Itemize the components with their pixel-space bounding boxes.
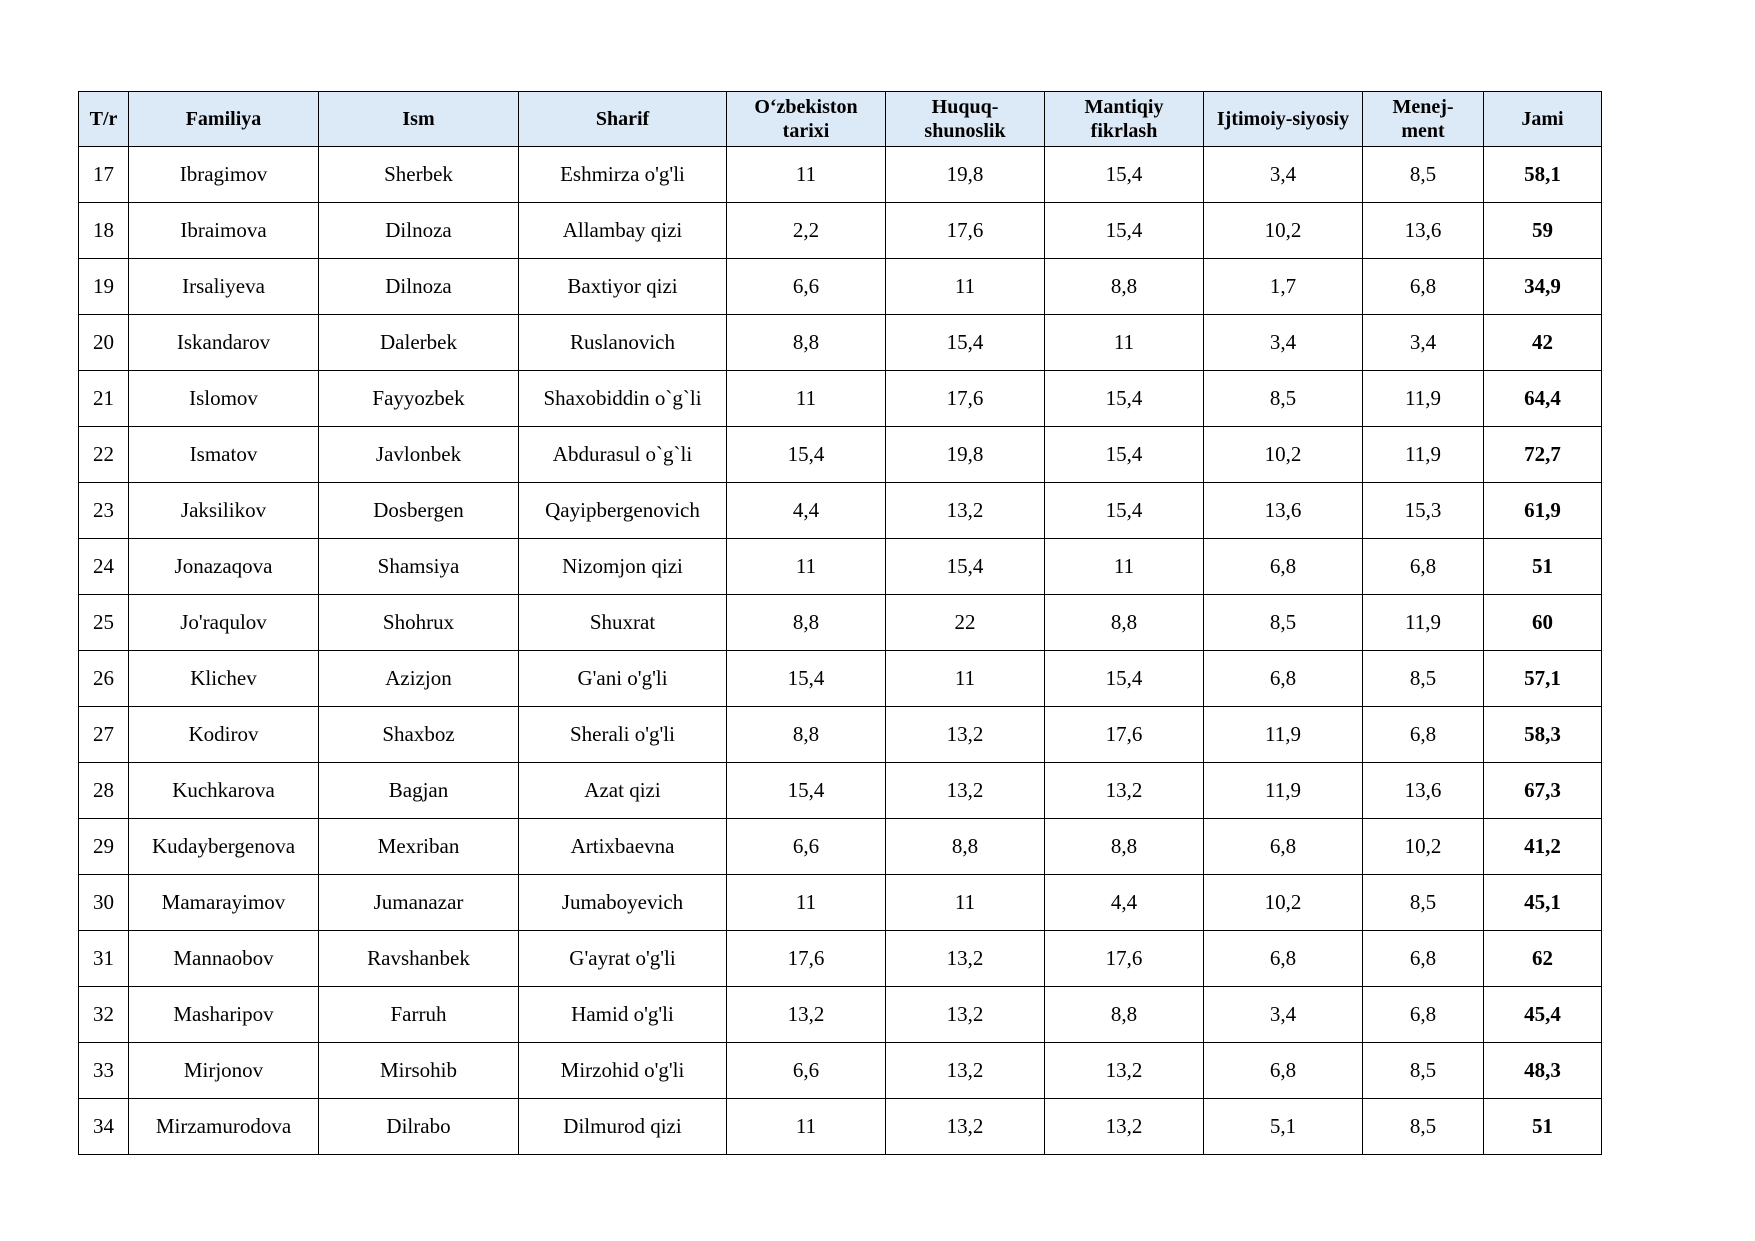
cell-law-score: 17,6 bbox=[886, 203, 1045, 259]
table-row bbox=[79, 315, 1602, 371]
cell-total-score: 34,9 bbox=[1484, 259, 1602, 315]
cell-surname: Kudaybergenova bbox=[129, 819, 319, 875]
cell-total-score: 45,1 bbox=[1484, 875, 1602, 931]
cell-logic-score: 8,8 bbox=[1045, 259, 1204, 315]
cell-surname: Ibraimova bbox=[129, 203, 319, 259]
cell-surname: Jonazaqova bbox=[129, 539, 319, 595]
cell-management-score: 8,5 bbox=[1363, 651, 1484, 707]
cell-history-score: 11 bbox=[727, 1099, 886, 1155]
cell-patronymic: Shaxobiddin o`g`li bbox=[519, 371, 727, 427]
cell-number: 18 bbox=[79, 203, 129, 259]
cell-surname: Klichev bbox=[129, 651, 319, 707]
cell-name: Bagjan bbox=[319, 763, 519, 819]
cell-history-score: 8,8 bbox=[727, 707, 886, 763]
cell-surname: Jo'raqulov bbox=[129, 595, 319, 651]
cell-socio-political-score: 8,5 bbox=[1204, 595, 1363, 651]
cell-management-score: 6,8 bbox=[1363, 931, 1484, 987]
cell-logic-score: 15,4 bbox=[1045, 203, 1204, 259]
header-row bbox=[79, 92, 1602, 147]
cell-name: Dilrabo bbox=[319, 1099, 519, 1155]
cell-law-score: 13,2 bbox=[886, 1099, 1045, 1155]
cell-number: 29 bbox=[79, 819, 129, 875]
cell-surname: Kodirov bbox=[129, 707, 319, 763]
cell-name: Azizjon bbox=[319, 651, 519, 707]
cell-patronymic: Azat qizi bbox=[519, 763, 727, 819]
header-logic-label-line1: Mantiqiy bbox=[1084, 96, 1164, 118]
cell-logic-score: 15,4 bbox=[1045, 427, 1204, 483]
header-logic bbox=[1045, 92, 1204, 147]
cell-name: Shohrux bbox=[319, 595, 519, 651]
cell-number: 28 bbox=[79, 763, 129, 819]
cell-total-score: 62 bbox=[1484, 931, 1602, 987]
cell-management-score: 15,3 bbox=[1363, 483, 1484, 539]
cell-name: Dilnoza bbox=[319, 259, 519, 315]
cell-logic-score: 13,2 bbox=[1045, 763, 1204, 819]
cell-law-score: 11 bbox=[886, 259, 1045, 315]
header-number-label: T/r bbox=[89, 108, 118, 130]
cell-patronymic: Ruslanovich bbox=[519, 315, 727, 371]
cell-number: 17 bbox=[79, 147, 129, 203]
cell-law-score: 13,2 bbox=[886, 483, 1045, 539]
cell-surname: Jaksilikov bbox=[129, 483, 319, 539]
table-row bbox=[79, 203, 1602, 259]
table-row bbox=[79, 371, 1602, 427]
header-total bbox=[1484, 92, 1602, 147]
cell-patronymic: G'ani o'g'li bbox=[519, 651, 727, 707]
cell-total-score: 59 bbox=[1484, 203, 1602, 259]
cell-number: 31 bbox=[79, 931, 129, 987]
cell-socio-political-score: 3,4 bbox=[1204, 987, 1363, 1043]
cell-name: Sherbek bbox=[319, 147, 519, 203]
header-total-label: Jami bbox=[1521, 108, 1564, 130]
header-name-label: Ism bbox=[402, 108, 435, 130]
cell-logic-score: 13,2 bbox=[1045, 1043, 1204, 1099]
cell-history-score: 4,4 bbox=[727, 483, 886, 539]
cell-socio-political-score: 3,4 bbox=[1204, 315, 1363, 371]
header-management-label-line1: Menej- bbox=[1392, 96, 1454, 118]
header-patronymic bbox=[519, 92, 727, 147]
table-row bbox=[79, 147, 1602, 203]
cell-history-score: 6,6 bbox=[727, 1043, 886, 1099]
cell-socio-political-score: 5,1 bbox=[1204, 1099, 1363, 1155]
cell-name: Dalerbek bbox=[319, 315, 519, 371]
cell-patronymic: Artixbaevna bbox=[519, 819, 727, 875]
table-row bbox=[79, 763, 1602, 819]
cell-law-score: 22 bbox=[886, 595, 1045, 651]
cell-patronymic: Sherali o'g'li bbox=[519, 707, 727, 763]
cell-law-score: 11 bbox=[886, 651, 1045, 707]
header-history-label-line1: O‘zbekiston bbox=[754, 96, 858, 118]
cell-name: Dilnoza bbox=[319, 203, 519, 259]
cell-patronymic: Qayipbergenovich bbox=[519, 483, 727, 539]
cell-history-score: 2,2 bbox=[727, 203, 886, 259]
cell-surname: Irsaliyeva bbox=[129, 259, 319, 315]
cell-law-score: 13,2 bbox=[886, 987, 1045, 1043]
cell-history-score: 17,6 bbox=[727, 931, 886, 987]
cell-number: 21 bbox=[79, 371, 129, 427]
cell-law-score: 8,8 bbox=[886, 819, 1045, 875]
table-row bbox=[79, 875, 1602, 931]
cell-law-score: 13,2 bbox=[886, 763, 1045, 819]
results-table bbox=[78, 91, 1602, 1155]
cell-surname: Mirjonov bbox=[129, 1043, 319, 1099]
cell-management-score: 6,8 bbox=[1363, 539, 1484, 595]
cell-surname: Kuchkarova bbox=[129, 763, 319, 819]
cell-name: Fayyozbek bbox=[319, 371, 519, 427]
cell-patronymic: Jumaboyevich bbox=[519, 875, 727, 931]
cell-total-score: 58,3 bbox=[1484, 707, 1602, 763]
cell-management-score: 6,8 bbox=[1363, 707, 1484, 763]
cell-socio-political-score: 6,8 bbox=[1204, 539, 1363, 595]
header-law-label-line2: shunoslik bbox=[924, 120, 1006, 142]
cell-surname: Islomov bbox=[129, 371, 319, 427]
cell-socio-political-score: 6,8 bbox=[1204, 819, 1363, 875]
cell-logic-score: 15,4 bbox=[1045, 371, 1204, 427]
cell-law-score: 17,6 bbox=[886, 371, 1045, 427]
cell-logic-score: 8,8 bbox=[1045, 819, 1204, 875]
cell-total-score: 64,4 bbox=[1484, 371, 1602, 427]
cell-total-score: 51 bbox=[1484, 539, 1602, 595]
cell-number: 32 bbox=[79, 987, 129, 1043]
cell-logic-score: 11 bbox=[1045, 539, 1204, 595]
table-row bbox=[79, 707, 1602, 763]
cell-history-score: 11 bbox=[727, 371, 886, 427]
cell-surname: Iskandarov bbox=[129, 315, 319, 371]
cell-law-score: 19,8 bbox=[886, 147, 1045, 203]
cell-history-score: 8,8 bbox=[727, 315, 886, 371]
cell-history-score: 6,6 bbox=[727, 259, 886, 315]
cell-management-score: 11,9 bbox=[1363, 427, 1484, 483]
cell-history-score: 15,4 bbox=[727, 763, 886, 819]
cell-history-score: 15,4 bbox=[727, 427, 886, 483]
cell-number: 27 bbox=[79, 707, 129, 763]
cell-socio-political-score: 13,6 bbox=[1204, 483, 1363, 539]
header-history bbox=[727, 92, 886, 147]
cell-patronymic: G'ayrat o'g'li bbox=[519, 931, 727, 987]
cell-name: Mexriban bbox=[319, 819, 519, 875]
cell-logic-score: 17,6 bbox=[1045, 707, 1204, 763]
cell-surname: Ibragimov bbox=[129, 147, 319, 203]
header-history-label-line2: tarixi bbox=[782, 120, 830, 142]
cell-total-score: 48,3 bbox=[1484, 1043, 1602, 1099]
cell-total-score: 51 bbox=[1484, 1099, 1602, 1155]
cell-name: Dosbergen bbox=[319, 483, 519, 539]
cell-management-score: 13,6 bbox=[1363, 763, 1484, 819]
table-row bbox=[79, 1099, 1602, 1155]
cell-number: 23 bbox=[79, 483, 129, 539]
cell-socio-political-score: 11,9 bbox=[1204, 763, 1363, 819]
cell-socio-political-score: 6,8 bbox=[1204, 651, 1363, 707]
cell-total-score: 67,3 bbox=[1484, 763, 1602, 819]
cell-surname: Mirzamurodova bbox=[129, 1099, 319, 1155]
table-row bbox=[79, 595, 1602, 651]
cell-name: Mirsohib bbox=[319, 1043, 519, 1099]
cell-patronymic: Hamid o'g'li bbox=[519, 987, 727, 1043]
cell-socio-political-score: 3,4 bbox=[1204, 147, 1363, 203]
cell-surname: Ismatov bbox=[129, 427, 319, 483]
header-socio-political bbox=[1204, 92, 1363, 147]
cell-logic-score: 15,4 bbox=[1045, 147, 1204, 203]
table-row bbox=[79, 987, 1602, 1043]
cell-law-score: 15,4 bbox=[886, 539, 1045, 595]
cell-logic-score: 8,8 bbox=[1045, 595, 1204, 651]
cell-socio-political-score: 10,2 bbox=[1204, 875, 1363, 931]
table-row bbox=[79, 819, 1602, 875]
cell-management-score: 8,5 bbox=[1363, 147, 1484, 203]
cell-patronymic: Nizomjon qizi bbox=[519, 539, 727, 595]
cell-surname: Masharipov bbox=[129, 987, 319, 1043]
cell-name: Shaxboz bbox=[319, 707, 519, 763]
cell-surname: Mamarayimov bbox=[129, 875, 319, 931]
cell-management-score: 8,5 bbox=[1363, 1099, 1484, 1155]
cell-number: 22 bbox=[79, 427, 129, 483]
header-number bbox=[79, 92, 129, 147]
cell-name: Farruh bbox=[319, 987, 519, 1043]
cell-patronymic: Mirzohid o'g'li bbox=[519, 1043, 727, 1099]
cell-name: Jumanazar bbox=[319, 875, 519, 931]
header-management-label-line2: ment bbox=[1401, 120, 1445, 142]
cell-law-score: 13,2 bbox=[886, 931, 1045, 987]
table-row bbox=[79, 259, 1602, 315]
table-row bbox=[79, 427, 1602, 483]
cell-management-score: 6,8 bbox=[1363, 987, 1484, 1043]
cell-history-score: 11 bbox=[727, 539, 886, 595]
cell-total-score: 60 bbox=[1484, 595, 1602, 651]
cell-law-score: 19,8 bbox=[886, 427, 1045, 483]
cell-number: 19 bbox=[79, 259, 129, 315]
cell-logic-score: 4,4 bbox=[1045, 875, 1204, 931]
cell-socio-political-score: 10,2 bbox=[1204, 427, 1363, 483]
cell-law-score: 13,2 bbox=[886, 707, 1045, 763]
cell-patronymic: Dilmurod qizi bbox=[519, 1099, 727, 1155]
table-row bbox=[79, 483, 1602, 539]
cell-patronymic: Allambay qizi bbox=[519, 203, 727, 259]
cell-socio-political-score: 6,8 bbox=[1204, 931, 1363, 987]
header-surname-label: Familiya bbox=[185, 108, 262, 130]
cell-management-score: 3,4 bbox=[1363, 315, 1484, 371]
cell-management-score: 11,9 bbox=[1363, 595, 1484, 651]
cell-number: 20 bbox=[79, 315, 129, 371]
cell-number: 26 bbox=[79, 651, 129, 707]
header-surname bbox=[129, 92, 319, 147]
cell-total-score: 58,1 bbox=[1484, 147, 1602, 203]
cell-number: 25 bbox=[79, 595, 129, 651]
cell-history-score: 6,6 bbox=[727, 819, 886, 875]
cell-management-score: 8,5 bbox=[1363, 1043, 1484, 1099]
cell-patronymic: Abdurasul o`g`li bbox=[519, 427, 727, 483]
table-row bbox=[79, 931, 1602, 987]
cell-management-score: 8,5 bbox=[1363, 875, 1484, 931]
cell-logic-score: 11 bbox=[1045, 315, 1204, 371]
cell-number: 34 bbox=[79, 1099, 129, 1155]
cell-total-score: 72,7 bbox=[1484, 427, 1602, 483]
cell-socio-political-score: 8,5 bbox=[1204, 371, 1363, 427]
cell-total-score: 57,1 bbox=[1484, 651, 1602, 707]
header-socio-political-label: Ijtimoiy-siyosiy bbox=[1216, 108, 1350, 130]
cell-surname: Mannaobov bbox=[129, 931, 319, 987]
cell-law-score: 11 bbox=[886, 875, 1045, 931]
cell-logic-score: 15,4 bbox=[1045, 651, 1204, 707]
header-name bbox=[319, 92, 519, 147]
header-management bbox=[1363, 92, 1484, 147]
cell-total-score: 61,9 bbox=[1484, 483, 1602, 539]
cell-history-score: 11 bbox=[727, 147, 886, 203]
cell-management-score: 10,2 bbox=[1363, 819, 1484, 875]
cell-logic-score: 15,4 bbox=[1045, 483, 1204, 539]
cell-management-score: 11,9 bbox=[1363, 371, 1484, 427]
cell-name: Javlonbek bbox=[319, 427, 519, 483]
header-law bbox=[886, 92, 1045, 147]
cell-history-score: 11 bbox=[727, 875, 886, 931]
cell-law-score: 13,2 bbox=[886, 1043, 1045, 1099]
header-logic-label-line2: fikrlash bbox=[1090, 120, 1158, 142]
table-row bbox=[79, 1043, 1602, 1099]
cell-name: Shamsiya bbox=[319, 539, 519, 595]
cell-total-score: 41,2 bbox=[1484, 819, 1602, 875]
cell-logic-score: 8,8 bbox=[1045, 987, 1204, 1043]
cell-socio-political-score: 11,9 bbox=[1204, 707, 1363, 763]
cell-number: 33 bbox=[79, 1043, 129, 1099]
cell-total-score: 42 bbox=[1484, 315, 1602, 371]
cell-number: 24 bbox=[79, 539, 129, 595]
cell-history-score: 8,8 bbox=[727, 595, 886, 651]
cell-history-score: 15,4 bbox=[727, 651, 886, 707]
cell-socio-political-score: 10,2 bbox=[1204, 203, 1363, 259]
cell-patronymic: Shuxrat bbox=[519, 595, 727, 651]
table-row bbox=[79, 539, 1602, 595]
table-body bbox=[79, 147, 1602, 1155]
cell-logic-score: 13,2 bbox=[1045, 1099, 1204, 1155]
cell-history-score: 13,2 bbox=[727, 987, 886, 1043]
cell-law-score: 15,4 bbox=[886, 315, 1045, 371]
table-row bbox=[79, 651, 1602, 707]
cell-logic-score: 17,6 bbox=[1045, 931, 1204, 987]
header-law-label-line1: Huquq- bbox=[931, 96, 999, 118]
cell-management-score: 13,6 bbox=[1363, 203, 1484, 259]
cell-socio-political-score: 1,7 bbox=[1204, 259, 1363, 315]
cell-number: 30 bbox=[79, 875, 129, 931]
cell-socio-political-score: 6,8 bbox=[1204, 1043, 1363, 1099]
header-patronymic-label: Sharif bbox=[595, 108, 650, 130]
cell-name: Ravshanbek bbox=[319, 931, 519, 987]
cell-management-score: 6,8 bbox=[1363, 259, 1484, 315]
cell-total-score: 45,4 bbox=[1484, 987, 1602, 1043]
cell-patronymic: Eshmirza o'g'li bbox=[519, 147, 727, 203]
cell-patronymic: Baxtiyor qizi bbox=[519, 259, 727, 315]
